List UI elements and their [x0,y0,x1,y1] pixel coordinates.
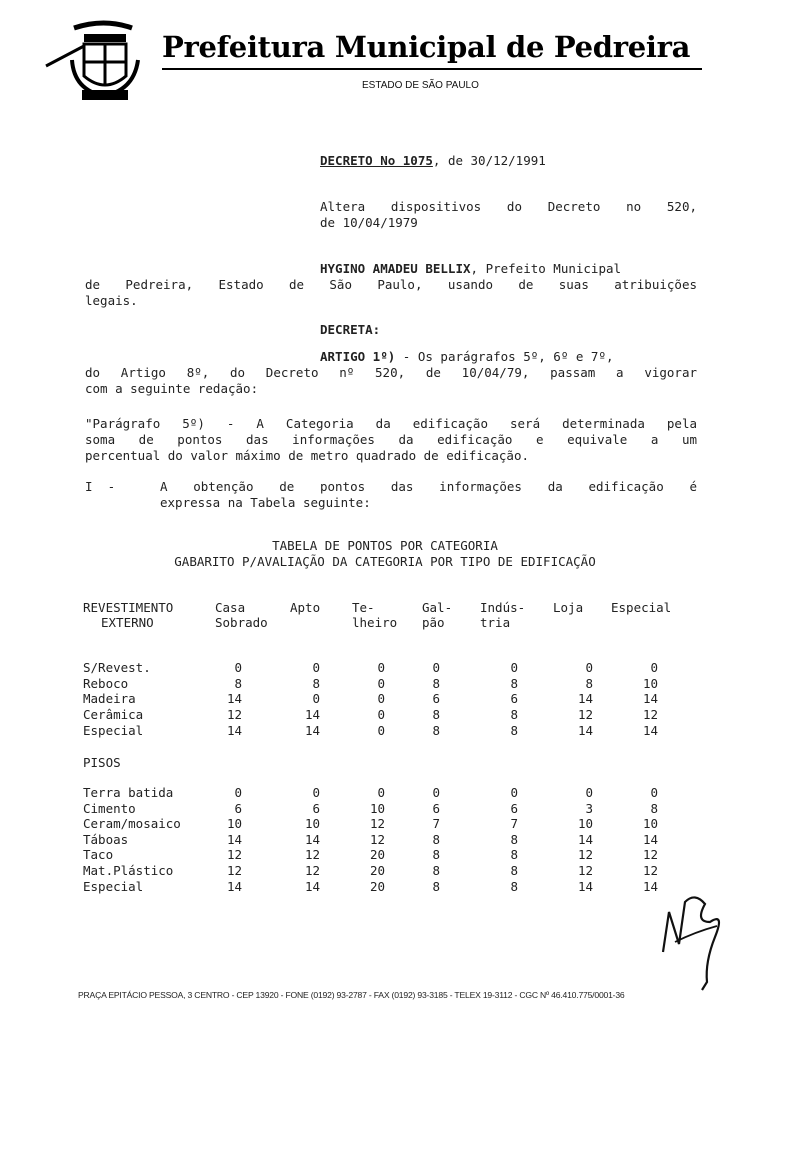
table-cell: 14 [577,831,593,847]
table-cell: 10 [642,816,658,832]
row-label: Madeira [83,691,136,707]
row-label: Reboco [83,675,129,691]
paragrafo-line-2: soma de pontos das informações da edificação e equivale a um [85,432,697,447]
table-cell: 14 [642,691,658,707]
table-cell: 12 [577,863,593,878]
intro-line-2: de Pedreira, Estado de São Paulo, usando de suas atribuições [85,277,697,292]
table-cell: 14 [226,691,242,707]
artigo-line-1 [320,350,614,364]
table-cell: 14 [642,878,658,894]
table-cell: 10 [369,800,385,816]
table-cell: 6 [510,800,518,816]
table-cell: 6 [432,800,440,816]
letterhead-title: Prefeitura Municipal de Pedreira [162,30,691,64]
table-cell: 8 [432,847,440,863]
table-cell: 8 [510,675,518,691]
table-cell: 14 [642,831,658,847]
table-cell: 12 [304,863,320,878]
letterhead-subtitle: ESTADO DE SÃO PAULO [362,80,479,91]
table-header-cell: Gal- [422,600,453,615]
item-line-1: A obtenção de pontos das informações da edificação é [160,479,697,494]
table-cell: 14 [577,722,593,738]
table-cell: 0 [377,785,385,800]
table-cell: 3 [585,800,593,816]
row-label: Ceram/mosaico [83,816,181,832]
table-header-cell: Apto [290,600,321,615]
intro-line-1 [320,262,621,276]
table-cell: 7 [432,816,440,832]
table-cell: 8 [510,863,518,878]
table-header-cell: Indús- [480,600,526,615]
table-cell: 0 [377,691,385,707]
table-cell: 8 [312,675,320,691]
table-cell: 8 [432,722,440,738]
letterhead-rule [162,68,702,70]
table-cell: 20 [369,878,385,894]
table-cell: 0 [650,660,658,675]
table-cell: 0 [377,722,385,738]
table-cell: 0 [377,660,385,675]
table-cell: 0 [377,707,385,723]
table-cell: 12 [369,816,385,832]
pisos-heading: PISOS [83,755,121,770]
table-cell: 7 [510,816,518,832]
table-cell: 10 [642,675,658,691]
table-cell: 0 [432,785,440,800]
paragrafo-line-3: percentual do valor máximo de metro quadrado de edificação. [85,448,530,463]
table-cell: 14 [226,722,242,738]
table-cell: 8 [432,707,440,723]
decree-number: DECRETO No 1075 [320,153,433,168]
table-cell: 6 [432,691,440,707]
table-header-cell: tria [480,615,511,630]
table-cell: 0 [510,785,518,800]
table-cell: 0 [510,660,518,675]
table-cell: 14 [577,878,593,894]
table-cell: 10 [304,816,320,832]
table-cell: 12 [642,847,658,863]
table-cell: 8 [510,722,518,738]
table-cell: 0 [312,660,320,675]
table-header-cell: Casa [215,600,246,615]
table-cell: 8 [510,831,518,847]
table-header-cell: Loja [553,600,584,615]
table-cell: 14 [304,831,320,847]
table-cell: 12 [369,831,385,847]
table-cell: 12 [226,847,242,863]
row-label: Cimento [83,800,136,816]
signature [655,882,730,992]
summary-line-1: Altera dispositivos do Decreto no 520, [320,199,697,214]
decreta-heading: DECRETA: [320,322,381,337]
letterhead-footer: PRAÇA EPITÁCIO PESSOA, 3 CENTRO - CEP 13920 - FONE (0192) 93-2787 - FAX (0192) 93-3185 - TELEX 19-3112 - CGC Nº 46.410.775/0001-36 [78,990,625,1000]
summary-line-2: de 10/04/1979 [320,215,418,230]
row-label: Mat.Plástico [83,863,174,878]
table-cell: 6 [234,800,242,816]
table-cell: 8 [650,800,658,816]
mayor-name: HYGINO AMADEU BELLIX [320,261,471,276]
table-cell: 0 [650,785,658,800]
artigo-label: ARTIGO 1º) [320,349,396,364]
decree-title [320,154,546,168]
table-cell: 0 [585,785,593,800]
table-cell: 12 [304,847,320,863]
intro-text: , Prefeito Municipal [470,261,622,276]
table-cell: 14 [642,722,658,738]
table-cell: 12 [226,863,242,878]
table-cell: 12 [226,707,242,723]
row-label: Terra batida [83,785,174,800]
row-label: S/Revest. [83,660,151,675]
table-cell: 10 [226,816,242,832]
table-cell: 20 [369,863,385,878]
row-label: Táboas [83,831,129,847]
table-cell: 20 [369,847,385,863]
table-cell: 14 [226,878,242,894]
table-cell: 8 [510,878,518,894]
intro-line-3: legais. [85,293,138,308]
artigo-line-2: do Artigo 8º, do Decreto nº 520, de 10/04/79, passam a vigorar [85,365,697,380]
table-header-cell: EXTERNO [101,615,154,630]
table-header-cell: Sobrado [215,615,268,630]
table-cell: 10 [577,816,593,832]
row-label: Taco [83,847,114,863]
table-header-cell: lheiro [352,615,398,630]
table-cell: 8 [585,675,593,691]
table-cell: 14 [304,722,320,738]
table-cell: 0 [312,785,320,800]
table-cell: 0 [234,785,242,800]
paragrafo-line-1: "Parágrafo 5º) - A Categoria da edificação será determinada pela [85,416,697,431]
table-cell: 12 [577,847,593,863]
table-cell: 14 [226,831,242,847]
table-cell: 0 [312,691,320,707]
table-cell: 8 [432,675,440,691]
table-cell: 6 [510,691,518,707]
row-label: Especial [83,878,144,894]
table-cell: 8 [234,675,242,691]
table-cell: 8 [432,878,440,894]
artigo-text: - Os parágrafos 5º, 6º e 7º, [395,349,614,364]
table-cell: 14 [304,707,320,723]
table-cell: 0 [432,660,440,675]
decree-date: , de 30/12/1991 [432,153,546,168]
table-cell: 14 [304,878,320,894]
table-cell: 8 [432,863,440,878]
row-label: Especial [83,722,144,738]
table-cell: 8 [510,847,518,863]
municipal-seal-icon [44,20,144,102]
table-cell: 8 [510,707,518,723]
table-header-cell: Te- [352,600,375,615]
table-cell: 12 [577,707,593,723]
table-subtitle: GABARITO P/AVALIAÇÃO DA CATEGORIA POR TIPO DE EDIFICAÇÃO [174,554,596,569]
table-header-cell: Especial [611,600,672,615]
table-cell: 8 [432,831,440,847]
table-cell: 6 [312,800,320,816]
table-cell: 0 [234,660,242,675]
table-cell: 0 [377,675,385,691]
item-number: I - [85,479,116,494]
table-cell: 12 [642,863,658,878]
table-header-cell: pão [422,615,445,630]
artigo-line-3: com a seguinte redação: [85,381,259,396]
table-header-cell: REVESTIMENTO [83,600,174,615]
table-title: TABELA DE PONTOS POR CATEGORIA [272,538,498,553]
table-cell: 0 [585,660,593,675]
table-cell: 14 [577,691,593,707]
table-cell: 12 [642,707,658,723]
item-line-2: expressa na Tabela seguinte: [160,495,371,510]
row-label: Cerâmica [83,707,144,723]
